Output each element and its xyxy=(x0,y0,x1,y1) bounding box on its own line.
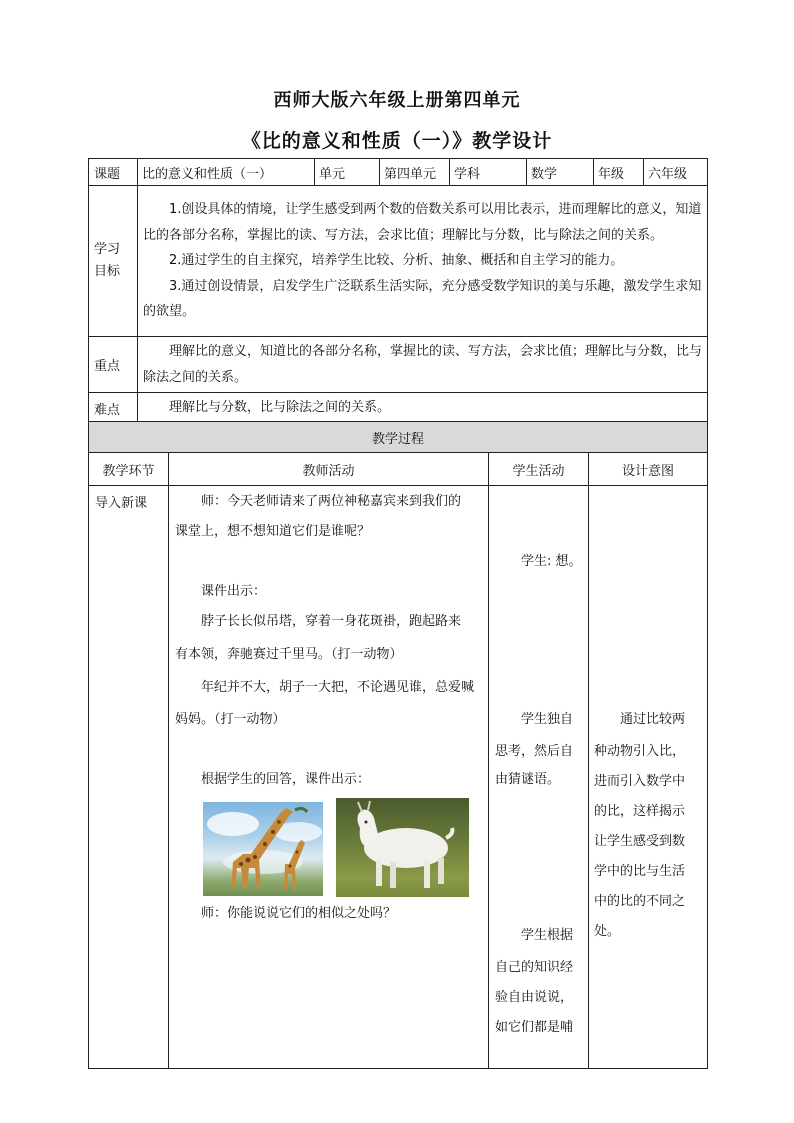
intent-line: 处。 xyxy=(594,924,621,939)
goal-item: 1.创设具体的情境，让学生感受到两个数的倍数关系可以用比表示，进而理解比的意义，知道比的各部分名称，掌握比的读、写方法，会求比值；理解比与分数，比与除法之间的关系。 xyxy=(143,202,702,243)
intent-line: 通过比较两 xyxy=(620,712,686,727)
goals-label xyxy=(89,186,138,337)
teacher-line: 脖子长长似吊塔，穿着一身花斑褂，跑起路来 xyxy=(201,614,462,629)
column-header-intent: 设计意图 xyxy=(589,453,708,486)
student-line: 验自由说说， xyxy=(495,990,574,1005)
giraffe-icon xyxy=(203,802,323,896)
column-header-student: 学生活动 xyxy=(489,453,589,486)
unit-value: 第四单元 xyxy=(380,159,450,186)
giraffe-image xyxy=(203,802,323,896)
intent-line: 学中的比与生活 xyxy=(594,864,686,879)
difficulty-text-cell xyxy=(138,393,708,424)
subject-label: 学科 xyxy=(450,159,527,186)
teacher-line: 妈妈。（打一动物） xyxy=(175,712,286,727)
intent-line: 中的比的不同之 xyxy=(594,894,686,909)
column-header-teacher: 教师活动 xyxy=(169,453,489,486)
teacher-line: 年纪并不大，胡子一大把，不论遇见谁，总爱喊 xyxy=(201,680,475,695)
teacher-line: 课堂上，想不想知道它们是谁呢？ xyxy=(175,524,371,539)
topic-value: 比的意义和性质（一） xyxy=(138,159,315,186)
subject-value: 数学 xyxy=(527,159,594,186)
student-line: 自己的知识经 xyxy=(495,960,574,975)
process-title-row xyxy=(89,422,708,453)
page-title-line2: 《比的意义和性质（一）》教学设计 xyxy=(241,130,553,152)
difficulty-row xyxy=(89,393,708,424)
grade-label: 年级 xyxy=(594,159,644,186)
goat-image xyxy=(336,798,469,897)
difficulty-text: 理解比与分数，比与除法之间的关系。 xyxy=(169,400,391,416)
student-line: 思考，然后自 xyxy=(495,744,574,759)
goals-content xyxy=(138,186,708,337)
student-line: 学生根据 xyxy=(521,928,574,943)
goals-row xyxy=(89,186,708,337)
grade-value: 六年级 xyxy=(644,159,708,186)
key-point-text: 理解比的意义，知道比的各部分名称，掌握比的读、写方法，会求比值；理解比与分数，比与除法之间的关系。 xyxy=(143,344,703,385)
intent-line: 种动物引入比， xyxy=(594,744,686,759)
student-line: 学生: 想。 xyxy=(521,554,582,569)
page-title-line1: 西师大版六年级上册第四单元 xyxy=(273,90,521,111)
teacher-line: 有本领，奔驰赛过千里马。（打一动物） xyxy=(175,647,403,662)
info-table xyxy=(88,158,708,424)
key-point-text-cell xyxy=(138,337,708,393)
unit-label: 单元 xyxy=(315,159,380,186)
intent-line: 进而引入数学中 xyxy=(594,774,686,789)
teacher-line: 师：你能说说它们的相似之处吗？ xyxy=(201,906,397,921)
student-line: 学生独自 xyxy=(521,712,574,727)
student-line: 如它们都是哺 xyxy=(495,1020,574,1035)
teacher-line: 根据学生的回答，课件出示： xyxy=(201,772,371,787)
difficulty-label: 难点 xyxy=(89,393,138,424)
teacher-activity-cell xyxy=(169,486,489,1069)
goat-icon xyxy=(336,798,469,897)
stage-cell: 导入新课 xyxy=(89,486,169,1069)
key-point-label: 重点 xyxy=(89,337,138,393)
column-header-stage: 教学环节 xyxy=(89,453,169,486)
process-table xyxy=(88,421,708,1069)
key-point-row xyxy=(89,337,708,393)
teacher-line: 师：今天老师请来了两位神秘嘉宾来到我们的 xyxy=(201,494,462,509)
process-title: 教学过程 xyxy=(89,422,708,453)
process-body-row xyxy=(89,486,708,1069)
goal-item: 3.通过创设情景，启发学生广泛联系生活实际，充分感受数学知识的美与乐趣，激发学生求知的欲望。 xyxy=(143,278,702,320)
topic-label: 课题 xyxy=(89,159,138,186)
teacher-line: 课件出示： xyxy=(201,584,267,599)
goals-label-line2: 目标 xyxy=(94,264,121,279)
goals-label-line1: 学习 xyxy=(94,242,121,257)
student-activity-cell xyxy=(489,486,589,1069)
process-column-header-row xyxy=(89,453,708,486)
goal-item: 2.通过学生的自主探究，培养学生比较、分析、抽象、概括和自主学习的能力。 xyxy=(169,253,624,269)
intent-line: 的比，这样揭示 xyxy=(594,804,686,819)
info-row xyxy=(89,159,708,186)
design-intent-cell xyxy=(589,486,708,1069)
intent-line: 让学生感受到数 xyxy=(594,834,686,849)
student-line: 由猜谜语。 xyxy=(495,772,561,787)
